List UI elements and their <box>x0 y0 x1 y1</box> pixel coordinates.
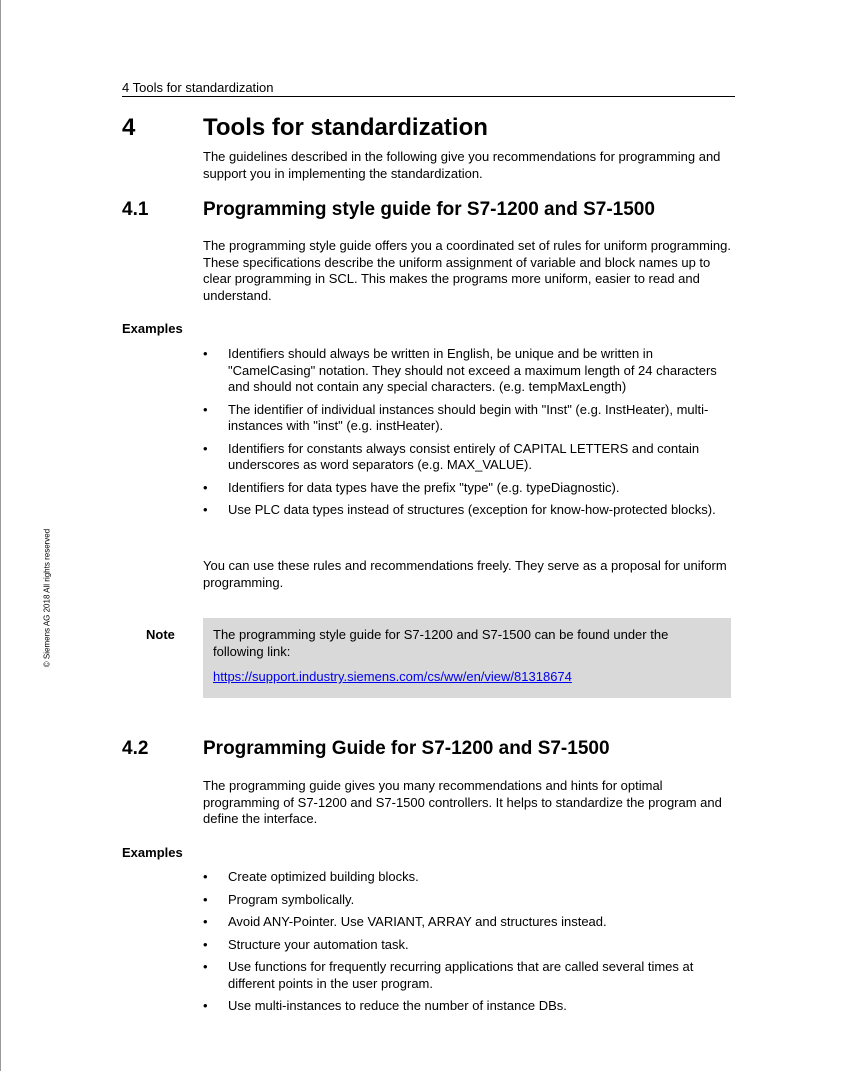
list-item: • Use multi-instances to reduce the number of instance DBs. <box>203 998 728 1015</box>
running-header: 4 Tools for standardization <box>122 80 274 95</box>
list-item: • Create optimized building blocks. <box>203 869 728 886</box>
note-text: The programming style guide for S7-1200 and S7-1500 can be found under the following link: <box>213 627 669 659</box>
section-4-1-examples-list <box>203 346 728 525</box>
section-4-2-examples-list <box>203 869 728 1021</box>
list-item: • Identifiers for constants always consist entirely of CAPITAL LETTERS and contain underscores as word separators (e.g. MAX_VALUE). <box>203 441 728 474</box>
list-item: • Use functions for frequently recurring applications that are called several times at different points in the user program. <box>203 959 728 992</box>
list-item: • Identifiers for data types have the prefix "type" (e.g. typeDiagnostic). <box>203 480 728 497</box>
page-left-edge <box>0 0 1 1071</box>
section-4-1-intro: The programming style guide offers you a coordinated set of rules for uniform programming. These specifications describe the uniform assignment of variable and block names up to clear programming in SCL. This makes the programs more uniform, easier to read and understand. <box>203 238 731 303</box>
copyright-text: © Siemens AG 2018 All rights reserved <box>42 528 52 668</box>
section-4-1-examples-label: Examples <box>122 321 183 336</box>
list-item: • Use PLC data types instead of structures (exception for know-how-protected blocks). <box>203 502 728 519</box>
header-rule <box>122 96 735 97</box>
list-item: • Program symbolically. <box>203 892 728 909</box>
section-4-2-title: Programming Guide for S7-1200 and S7-1500 <box>203 738 610 759</box>
list-item: • Avoid ANY-Pointer. Use VARIANT, ARRAY and structures instead. <box>203 914 728 931</box>
note-box <box>203 618 731 698</box>
chapter-title: Tools for standardization <box>203 114 488 141</box>
chapter-number: 4 <box>122 114 136 141</box>
style-guide-link[interactable]: https://support.industry.siemens.com/cs/ww/en/view/81318674 <box>213 669 572 684</box>
section-4-2-examples-label: Examples <box>122 845 183 860</box>
section-4-1-closing: You can use these rules and recommendations freely. They serve as a proposal for uniform programming. <box>203 558 727 590</box>
note-label: Note <box>146 627 175 642</box>
section-4-1-title: Programming style guide for S7-1200 and S7-1500 <box>203 199 655 220</box>
chapter-intro: The guidelines described in the following give you recommendations for programming and support you in implementing the standardization. <box>203 149 721 181</box>
list-item: • The identifier of individual instances should begin with "Inst" (e.g. InstHeater), multi-instances with "inst" (e.g. instHeater). <box>203 402 728 435</box>
section-4-1-number: 4.1 <box>122 199 149 220</box>
section-4-2-number: 4.2 <box>122 738 149 759</box>
section-4-2-intro: The programming guide gives you many recommendations and hints for optimal programming of S7-1200 and S7-1500 controllers. It helps to standardize the program and define the interface. <box>203 778 722 826</box>
list-item: • Structure your automation task. <box>203 937 728 954</box>
list-item: • Identifiers should always be written in English, be unique and be written in "CamelCasing" notation. They should not exceed a maximum length of 24 characters and should not contain any special characters. (e.g. tempMaxLength) <box>203 346 728 396</box>
